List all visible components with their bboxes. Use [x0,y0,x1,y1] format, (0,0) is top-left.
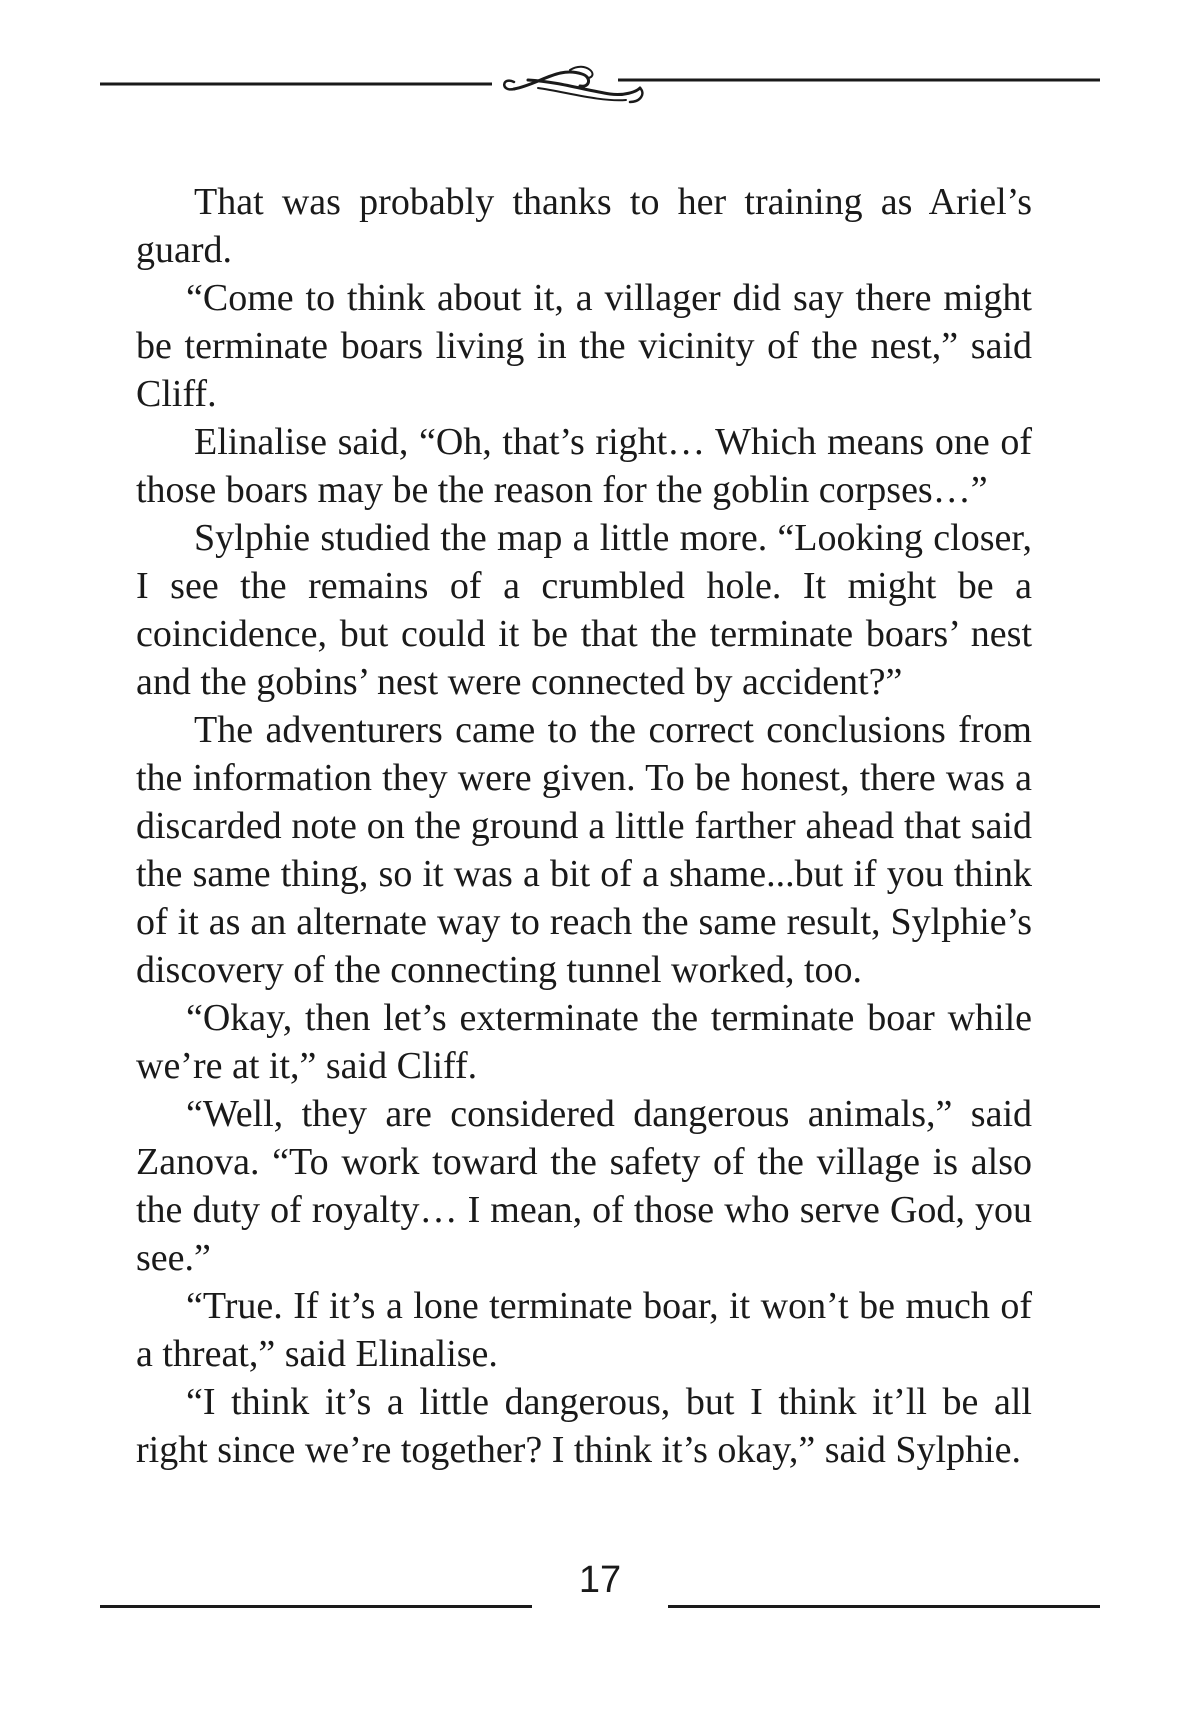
paragraph: Sylphie studied the map a little more. “Looking closer, I see the remains of a crumbled hole. It might be a coincidence, but could it be that the terminate boars’ nest and the gobins’ nest were connected by accident?” [136,517,1032,703]
paragraph: Elinalise said, “Oh, that’s right… Which means one of those boars may be the reason for the goblin corpses…” [136,421,1032,511]
paragraph: The adventurers came to the correct conclusions from the information they were given. To be honest, there was a discarded note on the ground a little farther ahead that said the same thing, so it was a bit of a shame...but if you think of it as an alternate way to reach the same result, Sylphie’s discovery of the connecting tunnel worked, too. [136,709,1032,991]
header-flourish [504,67,642,102]
page-number: 17 [578,1559,622,1601]
header-ornament [100,62,1100,112]
paragraph: “I think it’s a little dangerous, but I think it’ll be all right since we’re together? I think it’s okay,” said Sylphie. [136,1381,1032,1471]
page-footer [100,1556,1100,1616]
paragraph: That was probably thanks to her training as Ariel’s guard. [136,181,1032,271]
paragraph: “Well, they are considered dangerous animals,” said Zanova. “To work toward the safety of the village is also the duty of royalty… I mean, of those who serve God, you see.” [136,1093,1032,1279]
page-body [136,178,1032,1474]
footer-rule-right [668,1605,1100,1608]
paragraph: “Okay, then let’s exterminate the terminate boar while we’re at it,” said Cliff. [136,997,1032,1087]
paragraph: “Come to think about it, a villager did say there might be terminate boars living in the vicinity of the nest,” said Cliff. [136,277,1032,415]
footer-rule-left [100,1605,532,1608]
paragraph: “True. If it’s a lone terminate boar, it won’t be much of a threat,” said Elinalise. [136,1285,1032,1375]
